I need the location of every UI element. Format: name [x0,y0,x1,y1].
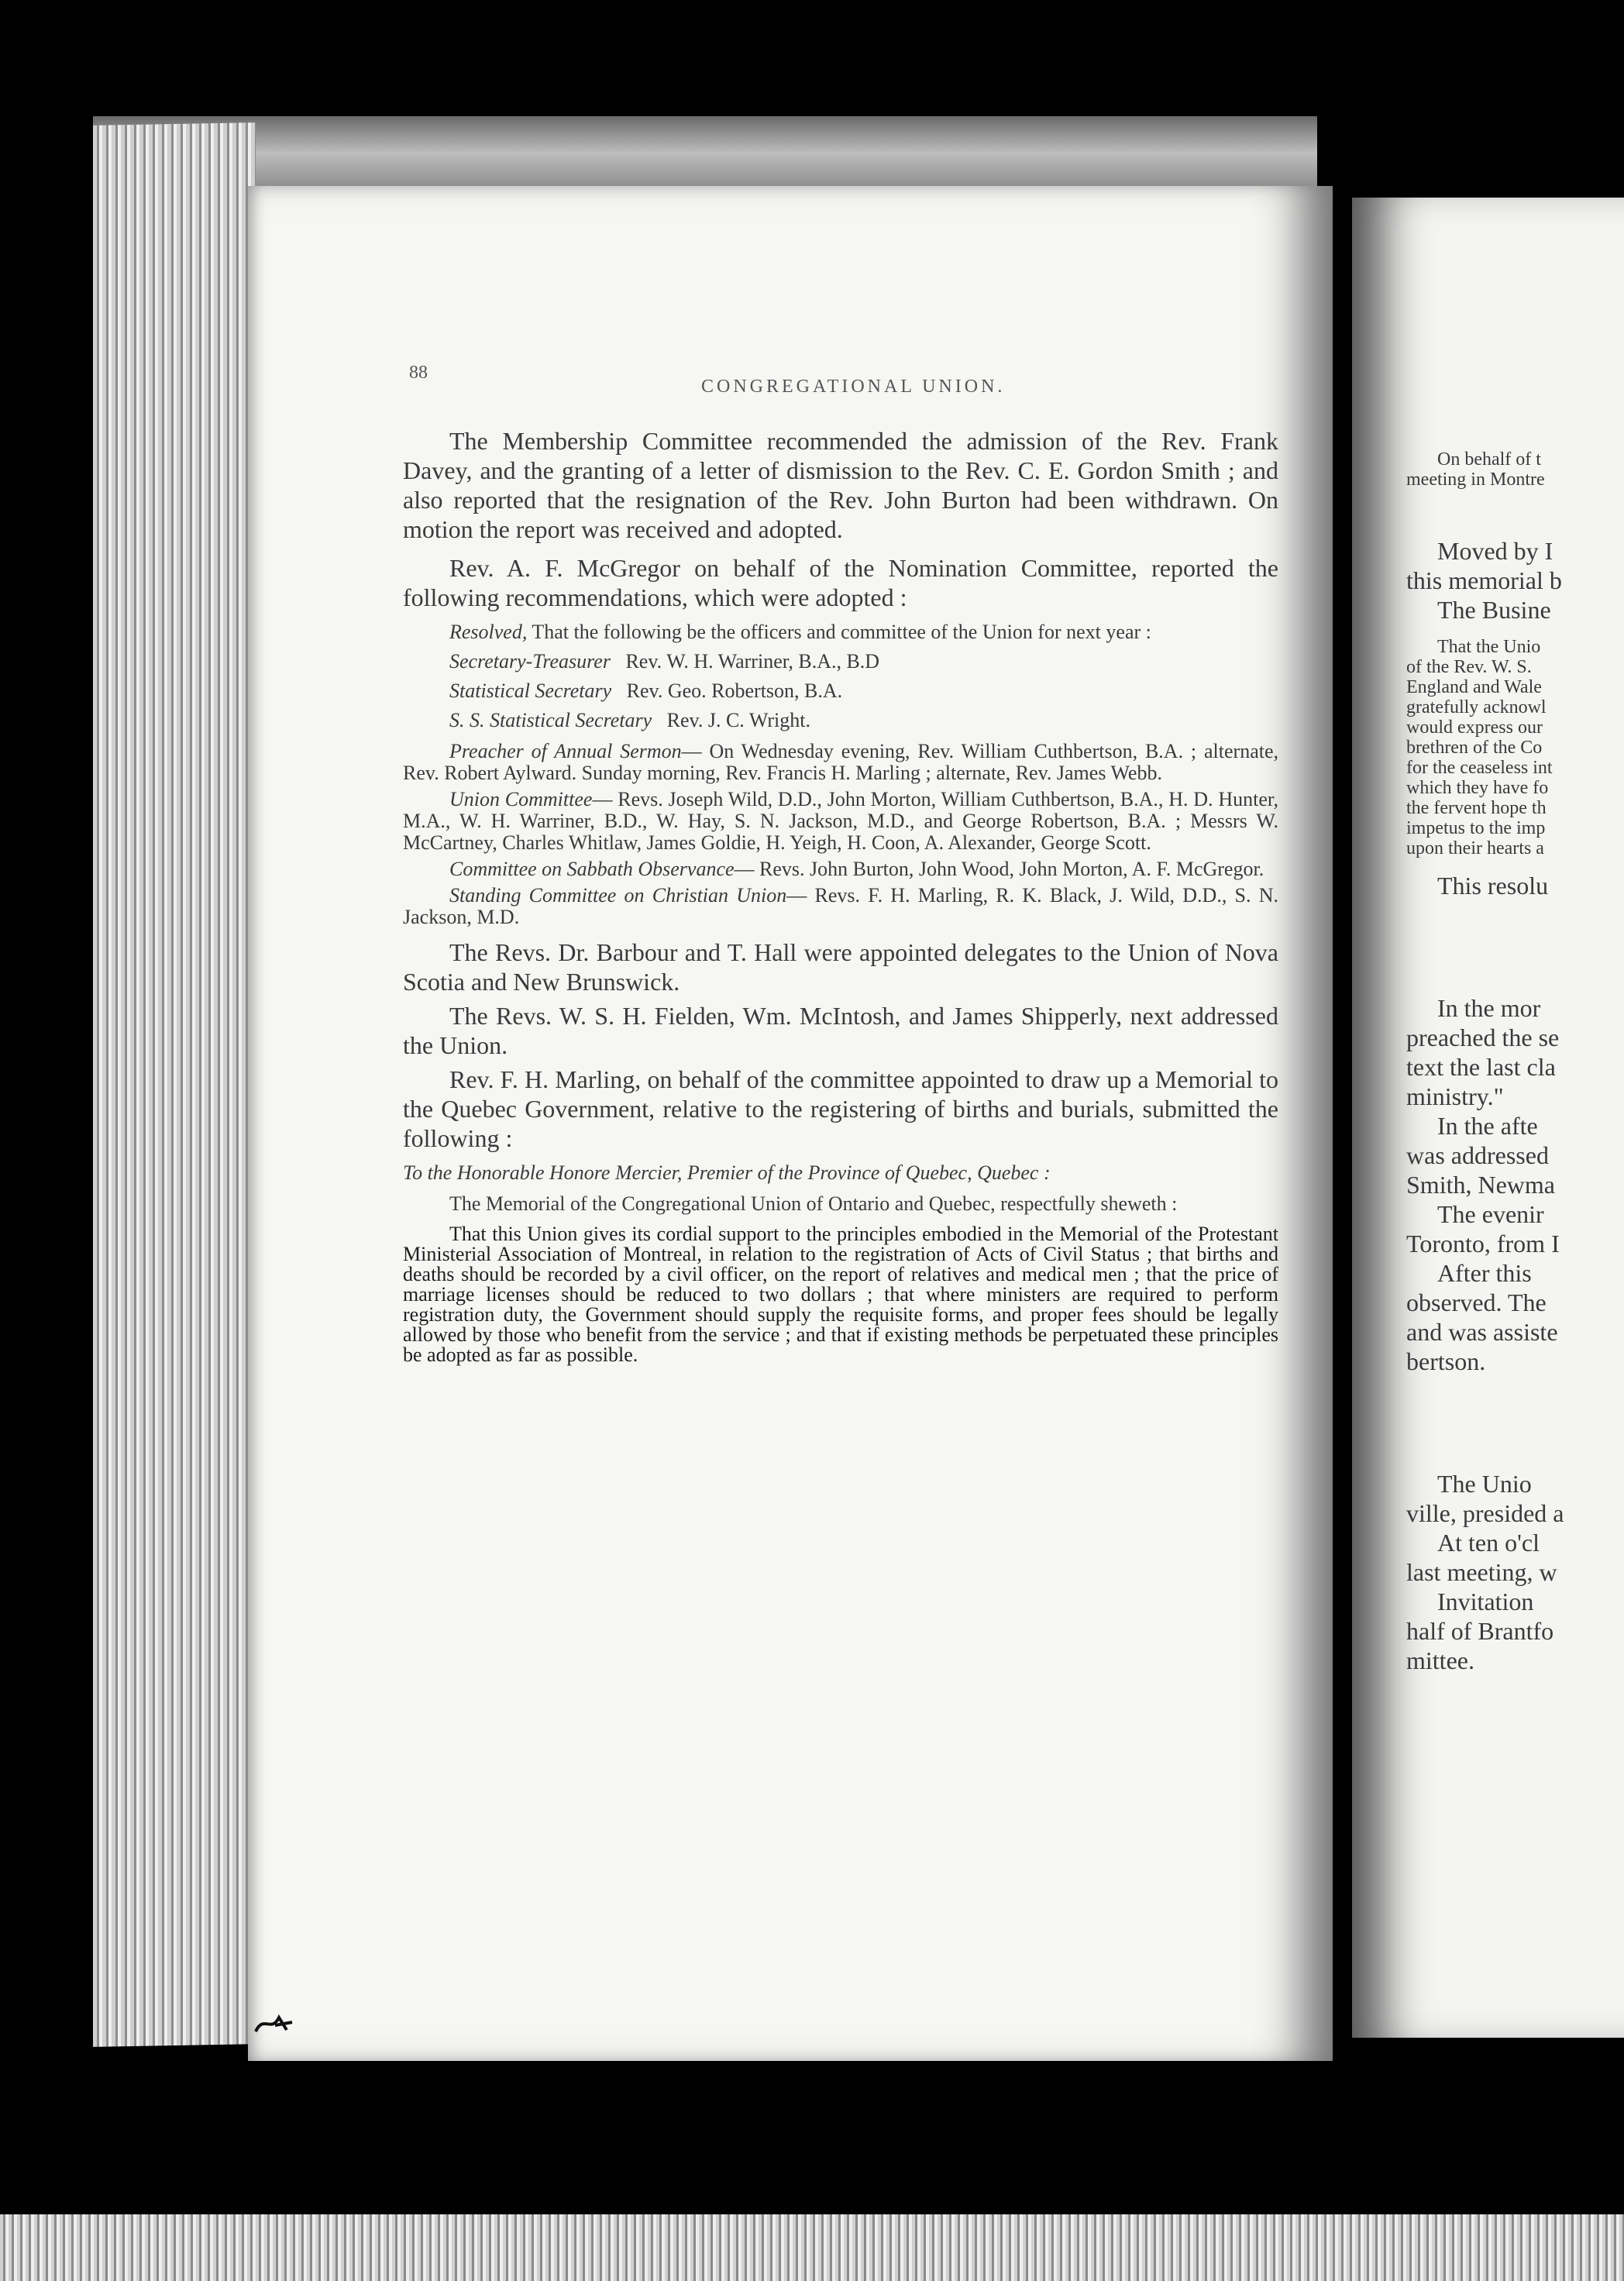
right-line: impetus to the imp [1406,818,1546,838]
christian-union-text: Revs. F. H. Marling, R. K. Black, J. Wild, D.D., S. N. Jackson, M.D. [403,884,1279,928]
scan-bottom-edge [0,2214,1624,2281]
office-title: S. S. Statistical Secretary [449,709,652,731]
office-line [403,710,1278,731]
right-line: Moved by I [1437,537,1553,565]
office-holder: Rev. W. H. Warriner, B.A., B.D [625,650,880,673]
memorial-address: To the Honorable Honore Mercier, Premier of the Province of Quebec, Quebec : [403,1161,1051,1184]
right-line: of the Rev. W. S. [1406,657,1532,677]
right-line: This resolu [1437,872,1549,900]
right-line: would express our [1406,717,1543,738]
right-line: the fervent hope th [1406,798,1547,818]
right-line: gratefully acknowl [1406,697,1547,717]
right-line: preached the se [1406,1024,1560,1051]
right-line: ministry." [1406,1082,1504,1110]
page-number: 88 [409,363,428,383]
page-edge-top [93,116,1317,190]
corner-scribble-icon [252,2007,298,2038]
left-page-content [403,426,1278,1365]
sabbath-label: Committee on Sabbath Observance [449,858,735,880]
office-title: Statistical Secretary [449,679,612,702]
right-line: meeting in Montre [1406,470,1545,490]
resolved-label: Resolved, [449,621,528,643]
christian-union-label: Standing Committee on Christian Union [449,884,787,907]
right-line: On behalf of t [1437,449,1541,470]
right-line: upon their hearts a [1406,838,1544,858]
right-line: mittee. [1406,1646,1474,1674]
right-line: observed. The [1406,1288,1547,1316]
right-line: Smith, Newma [1406,1171,1555,1199]
memorial-submission-paragraph: Rev. F. H. Marling, on behalf of the committee appointed to draw up a Memorial to the Quebec Government, relative to the registering of births and burials, submitted the following : [403,1065,1278,1152]
right-line: Toronto, from I [1406,1230,1560,1257]
right-line: The Busine [1437,596,1551,624]
right-line: which they have fo [1406,778,1549,798]
right-line: The evenir [1437,1200,1544,1228]
union-committee-paragraph: Union Committee— Revs. Joseph Wild, D.D., John Morton, William Cuthbertson, B.A., H. D. Hunter, M.A., W. H. Warriner, B.D., W. Hay, S. N. Jackson, M.D., and George Robertson, B.A. ; Messrs W. McCartney, Charles Whitlaw, James Goldie, H. Yeigh, H. Coon, A. Alexander, George Scott. [403,788,1279,854]
right-line: half of Brantfo [1406,1617,1554,1645]
preacher-label: Preacher of Annual Sermon [449,740,682,762]
right-line: Invitation [1437,1588,1534,1615]
right-line: was addressed [1406,1141,1549,1169]
addresses-paragraph: The Revs. W. S. H. Fielden, Wm. McIntosh, and James Shipperly, next addressed the Union. [403,1002,1278,1059]
right-line: bertson. [1406,1347,1486,1375]
nomination-paragraph: Rev. A. F. McGregor on behalf of the Nomination Committee, reported the following recommendations, which were adopted : [403,554,1278,611]
union-committee-text: Revs. Joseph Wild, D.D., John Morton, William Cuthbertson, B.A., H. D. Hunter, M.A., W. H. Warriner, B.D., W. Hay, S. N. Jackson, M.D., and George Robertson, B.A. ; Messrs W. McCartney, Charles Whitlaw, James Goldie, H. Yeigh, H. Coon, A. Alexander, George Scott. [403,788,1279,854]
office-holder: Rev. Geo. Robertson, B.A. [626,679,843,702]
right-line: In the mor [1437,994,1541,1022]
right-line: At ten o'cl [1437,1529,1540,1557]
right-line: The Unio [1437,1470,1532,1498]
memorial-body: That this Union gives its cordial support to the principles embodied in the Memorial of the Protestant Ministerial Association of Montreal, in relation to the registration of Acts of Civil Status ; that births and deaths should be recorded by a civil officer, on the report of relatives and medical men ; that the price of marriage licenses should be reduced to two dollars ; that where ministers are required to perform registration duty, the Government should supply the requisite forms, and proper fees should be legally allowed by those who benefit from the service ; and that if existing methods be perpetuated these principles be adopted as far as possible. [403,1223,1278,1366]
office-holder: Rev. J. C. Wright. [666,709,810,731]
office-title: Secretary-Treasurer [449,650,611,673]
right-line: After this [1437,1259,1532,1287]
running-head: CONGREGATIONAL UNION. [701,377,1006,397]
right-line: this memorial b [1406,566,1562,594]
right-line: brethren of the Co [1406,738,1543,758]
memorial-intro: The Memorial of the Congregational Union of Ontario and Quebec, respectfully sheweth : [449,1192,1178,1215]
christian-union-paragraph: Standing Committee on Christian Union— Revs. F. H. Marling, R. K. Black, J. Wild, D.D., S. N. Jackson, M.D. [403,884,1279,928]
book-page-edges [93,122,256,2047]
resolved-paragraph [403,621,1278,643]
right-line: for the ceaseless int [1406,758,1553,778]
right-line: text the last cla [1406,1053,1556,1081]
delegates-paragraph: The Revs. Dr. Barbour and T. Hall were appointed delegates to the Union of Nova Scotia and New Brunswick. [403,938,1278,996]
resolved-text: That the following be the officers and committee of the Union for next year : [532,621,1151,643]
right-line: England and Wale [1406,677,1542,697]
right-line: In the afte [1437,1112,1538,1140]
office-line [403,651,1278,673]
office-line [403,680,1278,702]
right-line: That the Unio [1437,637,1541,657]
right-line: last meeting, w [1406,1558,1557,1586]
membership-paragraph: The Membership Committee recommended the admission of the Rev. Frank Davey, and the granting of a letter of dismission to the Rev. C. E. Gordon Smith ; and also reported that the resignation of the Rev. John Burton had been withdrawn. On motion the report was received and adopted. [403,427,1278,543]
union-committee-label: Union Committee [449,788,593,810]
sabbath-paragraph: Committee on Sabbath Observance— Revs. John Burton, John Wood, John Morton, A. F. McGregor. [449,858,1264,880]
right-line: ville, presided a [1406,1499,1564,1527]
right-page-content [1406,449,1624,1675]
preacher-paragraph: Preacher of Annual Sermon— On Wednesday evening, Rev. William Cuthbertson, B.A. ; alternate, Rev. Robert Aylward. Sunday morning, Rev. Francis H. Marling ; alternate, Rev. James Webb. [403,740,1279,784]
right-line: and was assiste [1406,1318,1558,1346]
preacher-text: On Wednesday evening, Rev. William Cuthbertson, B.A. ; alternate, Rev. Robert Aylward. Sunday morning, Rev. Francis H. Marling ; alternate, Rev. James Webb. [403,740,1279,784]
sabbath-text: Revs. John Burton, John Wood, John Morton, A. F. McGregor. [759,858,1264,880]
